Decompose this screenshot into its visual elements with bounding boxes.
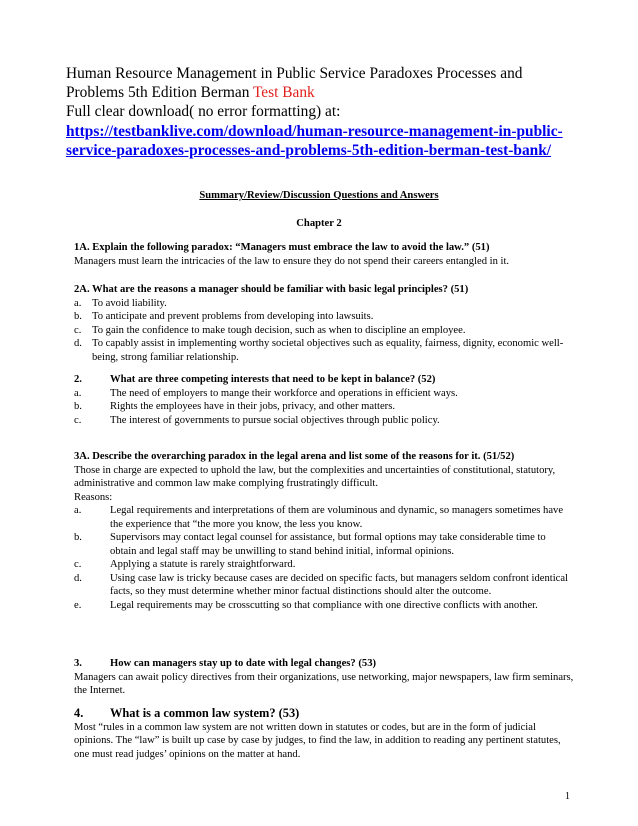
question-text: 1A. Explain the following paradox: “Managers must embrace the law to avoid the law.” (51) [74, 242, 490, 253]
chapter-heading: Chapter 2 [296, 218, 342, 229]
header-title-line [66, 64, 576, 102]
answer-text: Managers can await policy directives from their organizations, use networking, major newspapers, law firm seminars, the Internet. [74, 671, 574, 696]
list-item: b. Rights the employees have in their jobs, privacy, and other matters. [74, 401, 395, 412]
question-text: 3A. Describe the overarching paradox in the legal arena and list some of the reasons for it. (51/52) [74, 451, 515, 462]
list-item: a. Legal requirements and interpretations of them are voluminous and dynamic, so managers sometimes have the experience that “the more you know, the less you know. [74, 505, 564, 530]
download-text: Full clear download( no error formatting) at: [66, 103, 341, 121]
question-2a [74, 283, 574, 364]
list-item: a. To avoid liability. [74, 297, 167, 309]
question-3a [74, 450, 574, 612]
download-link[interactable]: https://testbanklive.com/download/human-resource-management-in-public-service-paradoxes-processes-and-problems-5th-edition-berman-test-bank/ [66, 122, 563, 159]
list-item: c. To gain the confidence to make tough decision, such as when to discipline an employee. [74, 324, 466, 336]
list-item: d. Using case law is tricky because cases are decided on specific facts, but managers seldom confront identical facts, so they must determine whether minor factual distinctions should alter the outcome. [74, 572, 569, 597]
list-item: b. To anticipate and prevent problems from developing into lawsuits. [74, 311, 374, 322]
list-item: c. Applying a statute is rarely straightforward. [74, 559, 296, 570]
question-1a [74, 241, 574, 268]
answer-text: Those in charge are expected to uphold the law, but the complexities and uncertainties of constitutional, statutory, administrative and common law make complying frustratingly difficult. [74, 464, 556, 489]
question-text: 4. What is a common law system? (53) [74, 706, 300, 720]
question-text: 2. What are three competing interests that need to be kept in balance? (52) [74, 374, 436, 385]
list-item: e. Legal requirements may be crosscutting so that compliance with one directive conflicts with another. [74, 599, 538, 611]
document-header [66, 64, 576, 160]
question-text: 3. How can managers stay up to date with legal changes? (53) [74, 658, 377, 669]
list-item: c. The interest of governments to pursue social objectives through public policy. [74, 414, 440, 426]
question-2 [74, 373, 574, 427]
page-number: 1 [565, 791, 570, 802]
list-item: a. The need of employers to mange their workforce and operations in efficient ways. [74, 387, 458, 399]
question-3 [74, 657, 574, 698]
question-text: 2A. What are the reasons a manager should be familiar with basic legal principles? (51) [74, 284, 469, 295]
answer-text: Managers must learn the intricacies of the law to ensure they do not spend their careers entangled in it. [74, 255, 510, 267]
question-4 [74, 707, 574, 761]
answer-text: Most “rules in a common law system are not written down in statutes or codes, but are in the form of judicial opinions. The “law” is built up case by case by judges, to find the law, in addition to reading any pertinent statutes, one must read judges’ opinions on the matter at hand. [74, 721, 561, 760]
section-title: Summary/Review/Discussion Questions and Answers [199, 190, 439, 201]
reasons-label: Reasons: [74, 491, 113, 503]
document-title: Human Resource Management in Public Service Paradoxes Processes and Problems 5th Edition Berman [66, 65, 523, 102]
list-item: b. Supervisors may contact legal counsel for assistance, but formal options may take considerable time to obtain and legal staff may be unwilling to stand behind initial, informal opinions. [74, 532, 546, 557]
list-item: d. To capably assist in implementing worthy societal objectives such as equality, fairness, dignity, economic well-being, strong familiar relationship. [74, 338, 564, 363]
test-bank-label: Test Bank [252, 84, 315, 102]
